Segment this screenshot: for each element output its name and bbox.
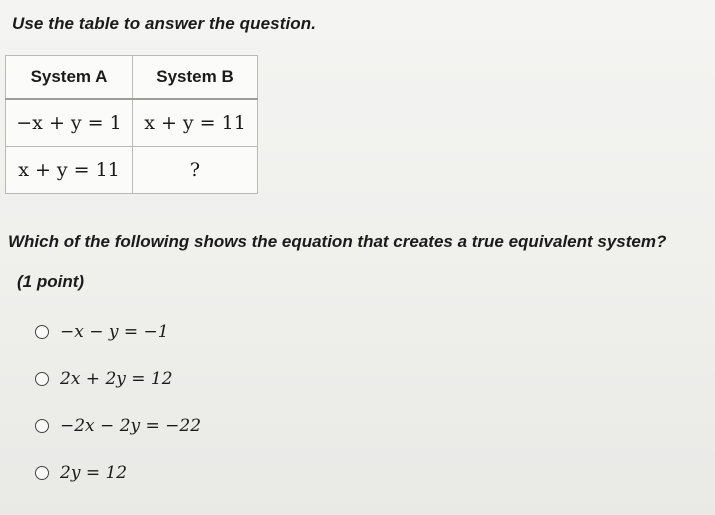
instruction-text: Use the table to answer the question. [12, 14, 317, 33]
answer-option-label: 2y = 12 [60, 463, 128, 483]
table-cell-system-a-equation-2: x + y = 11 [6, 147, 133, 194]
table-row [6, 99, 258, 147]
column-header-system-a: System A [6, 56, 133, 100]
table-cell-system-b-equation-1: x + y = 11 [133, 99, 258, 147]
table-row [6, 147, 258, 194]
table-header-row [6, 56, 258, 100]
table-cell-system-b-equation-2: ? [133, 147, 258, 194]
column-header-system-b: System B [133, 56, 258, 100]
radio-button-icon[interactable] [35, 419, 49, 433]
answer-option-label: −x − y = −1 [60, 322, 169, 342]
point-value: (1 point) [17, 272, 85, 291]
question-text: Which of the following shows the equation that creates a true equivalent system? [8, 232, 667, 251]
answer-options [35, 320, 201, 508]
answer-option-3[interactable] [35, 414, 201, 438]
answer-option-4[interactable] [35, 461, 201, 485]
table-cell-system-a-equation-1: −x + y = 1 [6, 99, 133, 147]
answer-option-label: 2x + 2y = 12 [60, 369, 173, 389]
answer-option-label: −2x − 2y = −22 [60, 416, 202, 436]
systems-table [5, 55, 258, 194]
radio-button-icon[interactable] [35, 372, 49, 386]
answer-option-1[interactable] [35, 320, 201, 344]
radio-button-icon[interactable] [35, 466, 49, 480]
radio-button-icon[interactable] [35, 325, 49, 339]
answer-option-2[interactable] [35, 367, 201, 391]
